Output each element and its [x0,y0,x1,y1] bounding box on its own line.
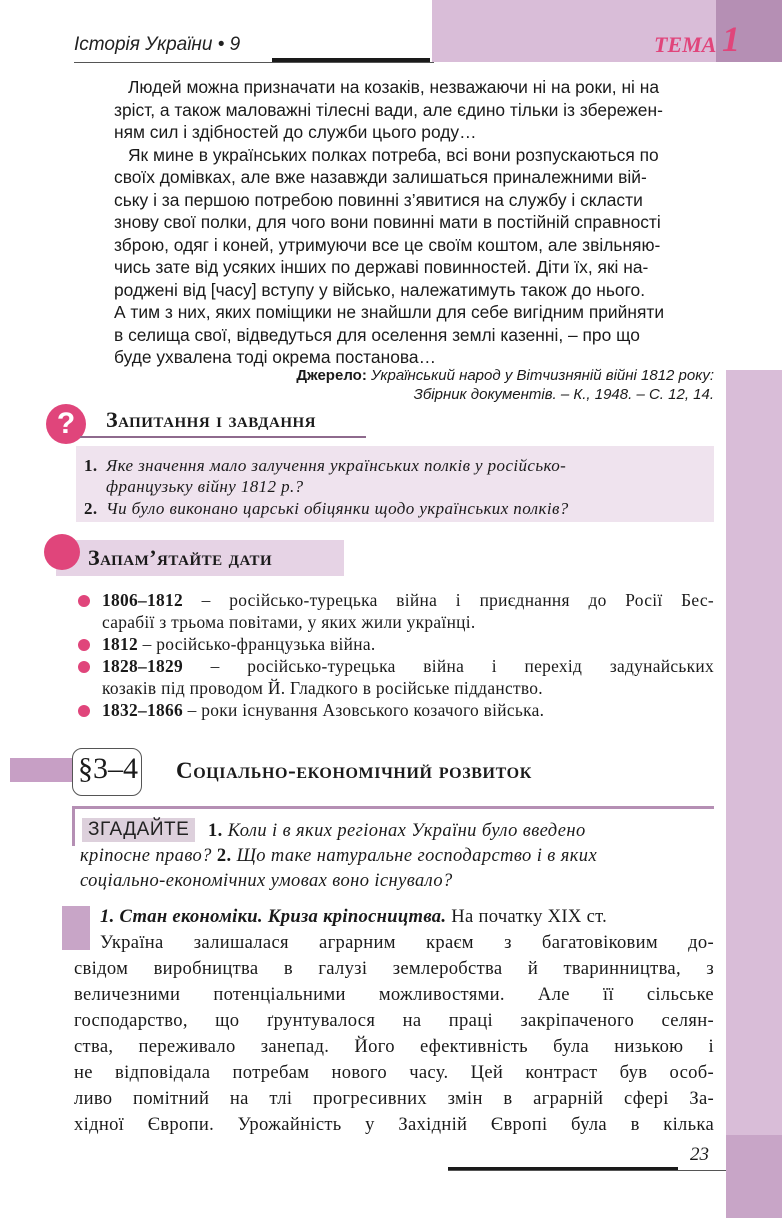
remember-label: ЗГАДАЙТЕ [82,818,195,842]
date-text: – роки існування Азовського козачого війська. [182,700,545,720]
page-number: 23 [690,1144,709,1165]
doc-line: ську і за першою потребою повинні з’явитися на службу і скласти [114,189,643,210]
date-text: – російсько-турецька війна і перехід задунайських [182,656,714,676]
question-text-cont: французьку війну 1812 р.? [106,477,304,496]
tema-number: 1 [722,19,740,59]
date-years: 1812 [102,634,138,654]
question-item [84,498,708,519]
remember-left-rule [72,806,75,846]
remember-q2-number: 2. [216,846,232,866]
doc-line: в селища свої, відведуться для оселення землі казенні, – про що [114,324,640,345]
doc-line: Як мине в українських полках потреба, всі вони розпускаються по [128,144,659,165]
main-text-line: господарство, що ґрунтувалося на праці закріпаченого селян- [74,1010,714,1031]
question-item [84,455,708,476]
header-rule-bold [272,58,430,62]
date-item [102,699,544,721]
section-number: §3–4 [78,752,138,785]
question-text: Чи було виконано царські обіцянки щодо українських полків? [106,499,569,518]
document-source: Джерело: Український народ у Вітчизняній війні 1812 року: Збірник документів. – К., 1948. – С. 12, 14. [200,366,714,404]
remember-line-3: соціально-економічних умовах воно існувало? [80,871,453,891]
doc-line: ням сил і здібностей до служби цього роду… [114,122,477,142]
bullet-icon [78,595,90,607]
doc-line: А тим з них, яких поміщики не знайшли для себе вигідним прийняти [114,302,665,322]
section-band [10,758,80,782]
bullet-icon [78,705,90,717]
main-text-line: величезними потенціальними можливостями. Але її сільське [74,984,714,1005]
remember-q1-text-cont: кріпосне право? [80,846,212,866]
source-line-1: Український народ у Вітчизняній війні 1812 року: [370,367,714,384]
bullet-icon [78,639,90,651]
question-mark-icon: ? [46,404,86,444]
main-text-line: Україна залишалася аграрним краєм з багатовіковим до- [100,932,714,953]
main-text-line: свідом виробництва в галузі землеробства й тваринництва, з [74,958,714,979]
book-title: Історія України • 9 [74,34,241,55]
date-text: – російсько-французька війна. [137,634,376,654]
header-rule [74,62,434,63]
doc-line: знову свої полки, для чого вони повинні мати в постійній справності [114,212,661,232]
question-number: 2. [84,499,98,518]
date-years: 1828–1829 [102,656,183,676]
tema-label: ТЕМА [654,32,717,57]
date-text-cont: козаків під проводом Й. Гладкого в російське підданство. [102,678,543,698]
historical-document [114,76,714,369]
doc-line: зброю, одяг і коней, утримуючи все це своїм коштом, але звільняю- [114,234,661,255]
remember-q1-text: Коли і в яких регіонах України було введено [227,821,586,841]
section-title: Соціально-економічний розвиток [176,758,532,783]
dates-circle-icon [44,534,80,570]
source-label: Джерело [296,367,362,384]
remember-q1-number: 1. [208,821,223,841]
date-item [102,633,376,655]
main-text-marker [62,906,90,950]
remember-top-rule [72,806,714,809]
footer-rule [448,1170,726,1171]
main-text-line: ства, переживало занепад. Його ефективність була низькою і [74,1036,714,1057]
remember-line-1 [208,819,586,843]
main-heading: 1. Стан економіки. Криза кріпосництва. [100,906,447,927]
main-text-line: хідної Європи. Урожайність у Західній Європі була в кілька [74,1114,714,1135]
doc-line: чись зате від усяких інших по державі повинностей. Діти їх, які на- [114,257,649,277]
main-text-line: не відповідала потребам нового часу. Цей контраст був особ- [74,1062,714,1083]
side-tab [726,370,782,1135]
main-heading-line [100,904,714,930]
remember-q2-text: Що таке натуральне господарство і в яких [236,846,598,866]
date-item [102,655,714,677]
questions-title: Запитання і завдання [106,407,317,432]
question-number: 1. [84,456,98,475]
date-text-cont: сарабії з трьома повітами, у яких жили українці. [102,612,476,632]
questions-underline [80,436,366,438]
doc-line: зріст, а також маловажні тілесні вади, але єдино тільки із збережен- [114,99,663,120]
bullet-icon [78,661,90,673]
doc-line: буде ухвалена тоді окрема постанова… [114,347,436,367]
dates-title: Запам’ятайте дати [88,545,273,570]
question-text: Яке значення мало залучення українських полків у російсько- [106,456,567,475]
date-text: – російсько-турецька війна і приєднання до Росії Бес- [182,590,714,610]
source-line-2: Збірник документів. – К., 1948. – С. 12, 14. [413,386,714,403]
date-years: 1806–1812 [102,590,183,610]
date-item [102,589,714,611]
side-tab-bottom [726,1135,782,1218]
main-heading-rest: На початку XIX ст. [446,906,608,927]
remember-line-2 [80,844,597,868]
doc-line: роджені від [часу] вступу у військо, належатимуть також до нього. [114,279,646,300]
doc-line: своїх домівках, але вже назавжди залишаться приналежними вій- [114,167,647,187]
date-years: 1832–1866 [102,700,183,720]
main-text-line: ливо помітний на тлі прогресивних змін в аграрній сфері За- [74,1088,714,1109]
doc-line: Людей можна призначати на козаків, незважаючи ні на роки, ні на [128,77,660,97]
